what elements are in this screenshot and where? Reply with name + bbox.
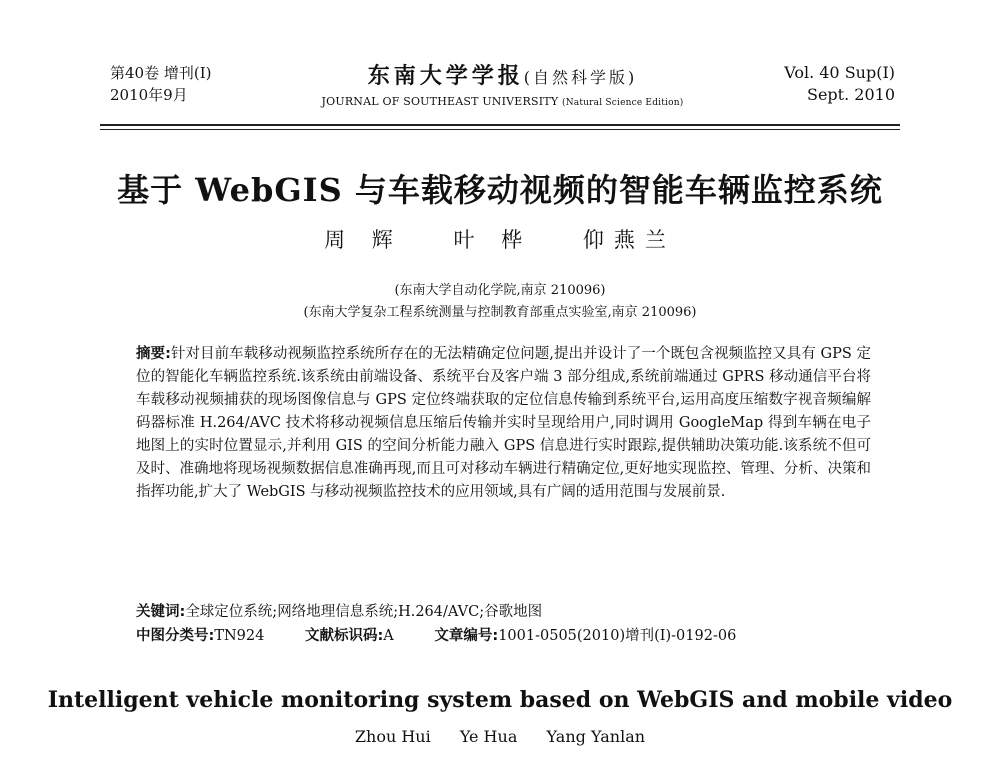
article-number-label: 文章编号:: [434, 628, 499, 644]
article-number: 1001-0505(2010)增刊(I)-0192-06: [498, 628, 737, 644]
author-cn: 仰燕兰: [582, 228, 676, 252]
issue-info-right: [784, 62, 895, 106]
doc-code-label: 文献标识码:: [304, 628, 384, 644]
journal-edition-cn: (自然科学版): [523, 68, 638, 87]
affiliation: (东南大学复杂工程系统测量与控制教育部重点实验室,南京 210096): [303, 305, 697, 320]
abstract-label: 摘要:: [136, 346, 171, 362]
journal-edition-en: (Natural Science Edition): [562, 98, 684, 108]
volume-issue-cn: 第40卷 增刊(I): [110, 64, 212, 82]
affiliation: (东南大学自动化学院,南京 210096): [394, 283, 606, 298]
keywords-label: 关键词:: [136, 604, 186, 620]
author-cn: 叶 桦: [453, 228, 533, 252]
header-rule-thin: [100, 129, 900, 130]
author-list-cn: [0, 224, 1000, 254]
date-cn: 2010年9月: [110, 86, 188, 104]
abstract: [136, 343, 871, 504]
class-number-label: 中图分类号:: [136, 628, 215, 644]
paper-title-en: Intelligent vehicle monitoring system based on WebGIS and mobile video: [47, 687, 953, 713]
paper-title-cn: 基于 WebGIS 与车载移动视频的智能车辆监控系统: [117, 171, 883, 209]
author-en: Yang Yanlan: [546, 727, 646, 746]
volume-issue-en: Vol. 40 Sup(I): [784, 63, 895, 82]
header-rule-thick: [100, 124, 900, 126]
keywords: [136, 601, 871, 623]
abstract-text: 针对目前车载移动视频监控系统所存在的无法精确定位问题,提出并设计了一个既包含视频监控又具有 GPS 定位的智能化车辆监控系统.该系统由前端设备、系统平台及客户端 3 部分组成,系统前端通过 GPRS 移动通信平台将车载移动视频捕获的现场图像信息与 GPS 定位终端获取的定位信息传输到系统平台,运用高度压缩数字视音频编解码器标准 H.264/AVC 技术将移动视频信息压缩后传输并实时呈现给用户,同时调用 GoogleMap 得到车辆在电子地图上的实时位置显示,并利用 GIS 的空间分析能力融入 GPS 信息进行实时跟踪,提供辅助决策功能.该系统不但可及时、准确地将现场视频数据信息准确再现,而且可对移动车辆进行精确定位,更好地实现监控、管理、分析、决策和指挥功能,扩大了 WebGIS 与移动视频监控技术的应用领域,具有广阔的适用范围与发展前景.: [136, 346, 871, 500]
date-en: Sept. 2010: [807, 85, 895, 104]
journal-name-cn: 东南大学学报(自然科学版): [367, 63, 638, 89]
journal-name-en: JOURNAL OF SOUTHEAST UNIVERSITY (Natural Science Edition): [321, 95, 684, 108]
author-en: Ye Hua: [459, 727, 518, 746]
doc-code: A: [383, 628, 394, 644]
journal-name: [110, 62, 895, 111]
classification-line: [136, 625, 871, 647]
class-number: TN924: [214, 628, 265, 644]
author-cn: 周 辉: [324, 228, 403, 252]
affiliations: [0, 280, 1000, 324]
author-list-en: [0, 727, 1000, 746]
journal-header: [110, 62, 895, 124]
keywords-text: 全球定位系统;网络地理信息系统;H.264/AVC;谷歌地图: [185, 604, 543, 620]
author-en: Zhou Hui: [354, 727, 431, 746]
